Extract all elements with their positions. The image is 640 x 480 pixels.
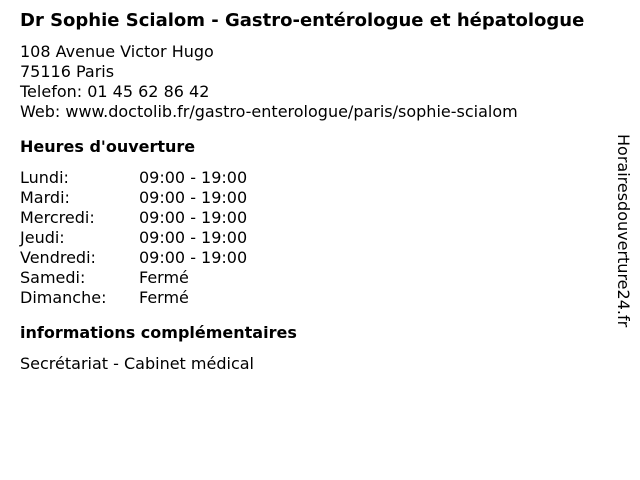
day-hours: 09:00 - 19:00: [139, 228, 248, 247]
day-hours: 09:00 - 19:00: [139, 208, 248, 227]
hours-row-jeudi: [20, 228, 610, 248]
opening-hours-heading: Heures d'ouverture: [20, 137, 196, 156]
brand-label: Horairesdouverture24.fr: [614, 134, 633, 328]
additional-info-heading: informations complémentaires: [20, 323, 297, 342]
opening-hours-table: [20, 168, 610, 308]
address-city: 75116 Paris: [20, 62, 115, 81]
day-label: Jeudi:: [20, 228, 65, 247]
hours-row-vendredi: [20, 248, 610, 268]
page-title: Dr Sophie Scialom - Gastro-entérologue et hépatologue: [20, 10, 585, 31]
hours-row-lundi: [20, 168, 610, 188]
hours-row-dimanche: [20, 288, 610, 308]
day-hours: 09:00 - 19:00: [139, 168, 248, 187]
day-label: Dimanche:: [20, 288, 107, 307]
practice-card: [20, 10, 610, 374]
day-hours: Fermé: [139, 268, 189, 287]
hours-row-mercredi: [20, 208, 610, 228]
day-label: Mercredi:: [20, 208, 95, 227]
day-label: Vendredi:: [20, 248, 96, 267]
phone-number: Telefon: 01 45 62 86 42: [20, 82, 210, 101]
day-label: Mardi:: [20, 188, 70, 207]
contact-block: [20, 42, 610, 122]
additional-info-text: Secrétariat - Cabinet médical: [20, 354, 254, 373]
brand-watermark: [614, 134, 634, 374]
hours-row-mardi: [20, 188, 610, 208]
address-street: 108 Avenue Victor Hugo: [20, 42, 214, 61]
day-label: Lundi:: [20, 168, 69, 187]
website-link[interactable]: Web: www.doctolib.fr/gastro-enterologue/paris/sophie-scialom: [20, 102, 518, 121]
day-hours: 09:00 - 19:00: [139, 248, 248, 267]
day-hours: 09:00 - 19:00: [139, 188, 248, 207]
day-label: Samedi:: [20, 268, 86, 287]
hours-row-samedi: [20, 268, 610, 288]
day-hours: Fermé: [139, 288, 189, 307]
